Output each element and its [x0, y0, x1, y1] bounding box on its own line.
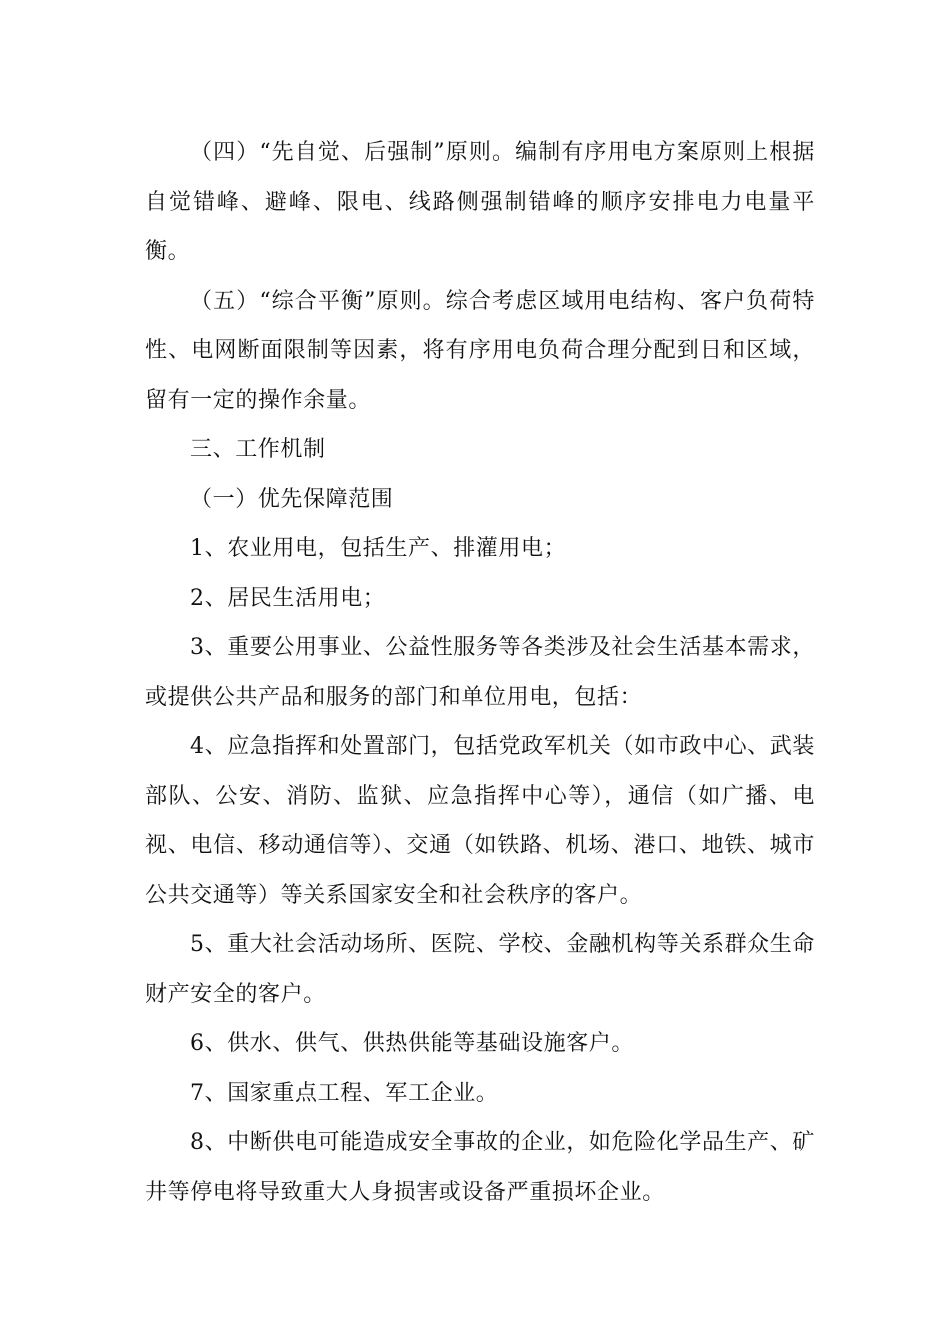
list-item-6: 6、供水、供气、供热供能等基础设施客户。 [190, 1031, 634, 1056]
paragraph-principle-5: （五）“综合平衡”原则。综合考虑区域用电结构、客户负荷特性、电网断面限制等因素，将有序用电负荷合理分配到日和区域，留有一定的操作余量。 [145, 288, 815, 413]
paragraph-principle-4: （四）“先自觉、后强制”原则。编制有序用电方案原则上根据自觉错峰、避峰、限电、线路侧强制错峰的顺序安排电力电量平衡。 [145, 140, 815, 264]
list-item-7: 7、国家重点工程、军工企业。 [190, 1080, 499, 1106]
list-item-8: 8、中断供电可能造成安全事故的企业，如危险化学品生产、矿井等停电将导致重大人身损害或设备严重损坏企业。 [145, 1130, 815, 1205]
list-item-1: 1、农业用电，包括生产、排灌用电； [190, 536, 567, 561]
list-item-2: 2、居民生活用电； [190, 585, 386, 611]
list-item-3: 3、重要公用事业、公益性服务等各类涉及社会生活基本需求，或提供公共产品和服务的部门和单位用电，包括： [145, 635, 815, 710]
section-heading-work-mechanism: 三、工作机制 [190, 437, 326, 462]
subsection-heading-priority-scope: （一）优先保障范围 [190, 486, 394, 512]
list-item-4: 4、应急指挥和处置部门，包括党政军机关（如市政中心、武装部队、公安、消防、监狱、应急指挥中心等），通信（如广播、电视、电信、移动通信等）、交通（如铁路、机场、港口、地铁、城市公共交通等）等关系国家安全和社会秩序的客户。 [145, 734, 815, 908]
list-item-5: 5、重大社会活动场所、医院、学校、金融机构等关系群众生命财产安全的客户。 [145, 932, 815, 1007]
document-body [145, 128, 815, 1217]
